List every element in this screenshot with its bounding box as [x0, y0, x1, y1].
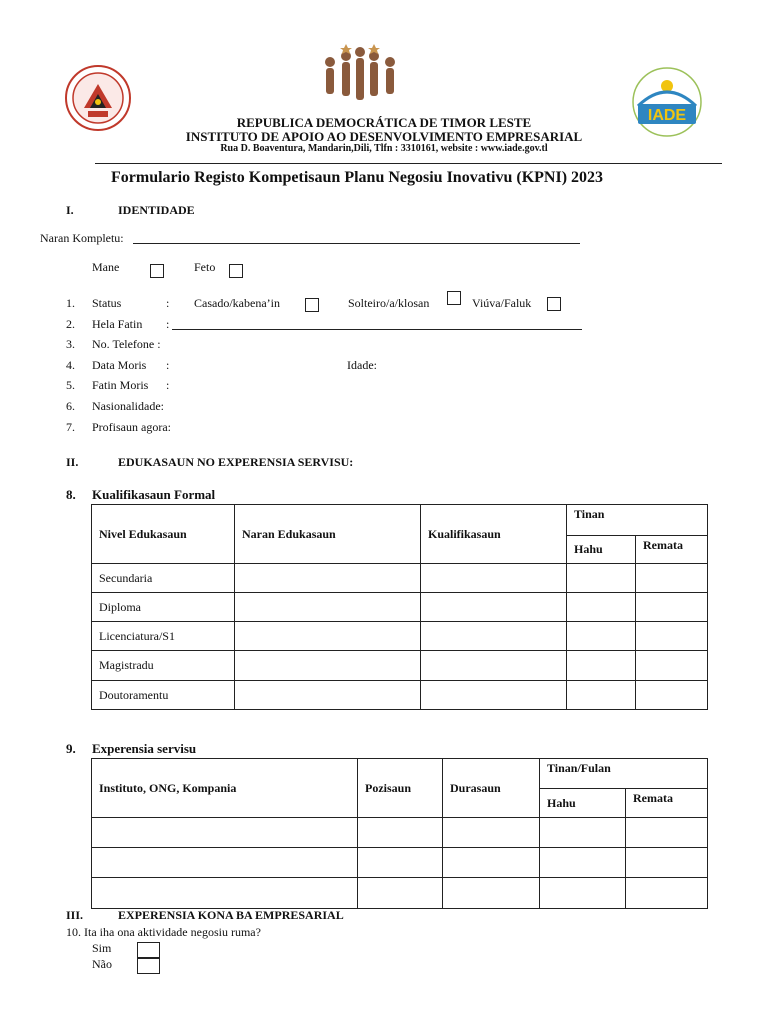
birthdate-label: Data Moris [92, 358, 147, 372]
status-single-checkbox[interactable] [447, 291, 461, 305]
table-row [92, 622, 708, 651]
edu-cell[interactable] [235, 681, 421, 710]
work-cell[interactable] [540, 848, 626, 878]
edu-row-level: Diploma [92, 593, 235, 622]
status-option-single: Solteiro/a/klosan [348, 296, 430, 310]
edu-cell[interactable] [235, 564, 421, 593]
edu-cell[interactable] [567, 593, 636, 622]
edu-row-level: Secundaria [92, 564, 235, 593]
work-header-duration: Durasaun [443, 759, 540, 818]
edu-cell[interactable] [567, 681, 636, 710]
edu-row-level: Doutoramentu [92, 681, 235, 710]
table-row [92, 651, 708, 681]
table-row [92, 848, 708, 878]
section-1-title: IDENTIDADE [118, 203, 195, 217]
work-cell[interactable] [92, 818, 358, 848]
edu-cell[interactable] [421, 681, 567, 710]
section-2-title: EDUKASAUN NO EXPERENSIA SERVISU: [118, 455, 354, 469]
work-cell[interactable] [358, 818, 443, 848]
education-table [91, 504, 708, 710]
edu-header-start: Hahu [567, 536, 636, 564]
work-experience-table [91, 758, 708, 909]
work-header-institution: Instituto, ONG, Kompania [92, 759, 358, 818]
full-name-label: Naran Kompletu: [40, 231, 124, 245]
work-header-start: Hahu [540, 789, 626, 818]
occupation-label[interactable]: Profisaun agora: [92, 420, 171, 434]
phone-label[interactable]: No. Telefone : [92, 337, 161, 351]
work-cell[interactable] [626, 848, 708, 878]
edu-cell[interactable] [636, 593, 708, 622]
edu-cell[interactable] [567, 564, 636, 593]
item-1-number: 1. [66, 296, 75, 310]
birthplace-label: Fatin Moris [92, 378, 149, 392]
status-colon: : [166, 296, 170, 310]
work-cell[interactable] [540, 818, 626, 848]
header-divider [95, 163, 722, 164]
edu-header-level: Nivel Edukasaun [92, 505, 235, 564]
work-cell[interactable] [443, 818, 540, 848]
item-5-number: 5. [66, 378, 75, 392]
header-line-2: INSTITUTO DE APOIO AO DESENVOLVIMENTO EMPRESARIAL [185, 129, 583, 144]
yes-checkbox[interactable] [137, 942, 160, 958]
status-option-married: Casado/kabena’in [194, 296, 280, 310]
table-row [92, 818, 708, 848]
edu-header-year: Tinan [567, 505, 708, 536]
table-row [92, 593, 708, 622]
address-label: Hela Fatin [92, 317, 143, 331]
table-row [92, 878, 708, 909]
item-7-number: 7. [66, 420, 75, 434]
edu-cell[interactable] [235, 622, 421, 651]
edu-cell[interactable] [421, 593, 567, 622]
gender-female-label: Feto [194, 260, 216, 274]
full-name-field[interactable] [133, 243, 580, 244]
iade-logo-text: IADE [647, 107, 687, 124]
q8-title: Kualifikasaun Formal [92, 487, 216, 502]
q9-title: Experensia servisu [92, 741, 197, 756]
age-label[interactable]: Idade: [347, 358, 377, 372]
edu-header-end: Remata [636, 536, 708, 564]
work-header-year-month: Tinan/Fulan [540, 759, 708, 789]
edu-cell[interactable] [636, 681, 708, 710]
address-field[interactable] [172, 329, 582, 330]
edu-header-qualification: Kualifikasaun [421, 505, 567, 564]
edu-cell[interactable] [421, 651, 567, 681]
status-widow-checkbox[interactable] [547, 297, 561, 311]
work-cell[interactable] [626, 818, 708, 848]
edu-cell[interactable] [421, 564, 567, 593]
item-3-number: 3. [66, 337, 75, 351]
edu-cell[interactable] [421, 622, 567, 651]
work-cell[interactable] [443, 878, 540, 909]
address-colon: : [166, 317, 170, 331]
gender-female-checkbox[interactable] [229, 264, 243, 278]
gender-male-checkbox[interactable] [150, 264, 164, 278]
header-line-3: Rua D. Boaventura, Mandarin,Dili, Tlfn : 3310161, website : www.iade.gov.tl [220, 143, 548, 154]
gender-male-label: Mane [92, 260, 120, 274]
work-header-end: Remata [626, 789, 708, 818]
item-4-number: 4. [66, 358, 75, 372]
edu-cell[interactable] [636, 622, 708, 651]
edu-cell[interactable] [567, 651, 636, 681]
q9-number: 9. [66, 741, 76, 756]
section-3-title: EXPERENSIA KONA BA EMPRESARIAL [118, 908, 344, 922]
birthdate-colon[interactable]: : [166, 358, 170, 372]
edu-cell[interactable] [235, 593, 421, 622]
status-married-checkbox[interactable] [305, 298, 319, 312]
item-6-number: 6. [66, 399, 75, 413]
edu-cell[interactable] [567, 622, 636, 651]
no-checkbox[interactable] [137, 958, 160, 974]
edu-header-name: Naran Edukasaun [235, 505, 421, 564]
table-row [92, 681, 708, 710]
q10-question: 10. Ita iha ona aktividade negosiu ruma? [66, 925, 261, 939]
edu-cell[interactable] [636, 564, 708, 593]
iade-figures-emblem [312, 44, 408, 114]
edu-cell[interactable] [636, 651, 708, 681]
yes-label: Sim [92, 941, 112, 955]
no-label: Não [92, 957, 112, 971]
status-label: Status [92, 296, 122, 310]
work-header-position: Pozisaun [358, 759, 443, 818]
status-option-widow: Viúva/Faluk [472, 296, 532, 310]
form-title: Formulario Registo Kompetisaun Planu Negosiu Inovativu (KPNI) 2023 [111, 169, 604, 186]
work-cell[interactable] [92, 848, 358, 878]
section-1-number: I. [66, 203, 74, 217]
work-cell[interactable] [92, 878, 358, 909]
work-cell[interactable] [443, 848, 540, 878]
work-cell[interactable] [626, 878, 708, 909]
edu-row-level: Licenciatura/S1 [92, 622, 235, 651]
birthplace-colon[interactable]: : [166, 378, 170, 392]
work-cell[interactable] [540, 878, 626, 909]
work-cell[interactable] [358, 848, 443, 878]
section-3-number: III. [66, 908, 84, 922]
edu-row-level: Magistradu [92, 651, 235, 681]
item-2-number: 2. [66, 317, 75, 331]
work-cell[interactable] [358, 878, 443, 909]
edu-cell[interactable] [235, 651, 421, 681]
section-2-number: II. [66, 455, 79, 469]
header-line-1: REPUBLICA DEMOCRÁTICA DE TIMOR LESTE [236, 115, 532, 130]
nationality-label[interactable]: Nasionalidade: [92, 399, 164, 413]
q8-number: 8. [66, 487, 76, 502]
table-row [92, 564, 708, 593]
